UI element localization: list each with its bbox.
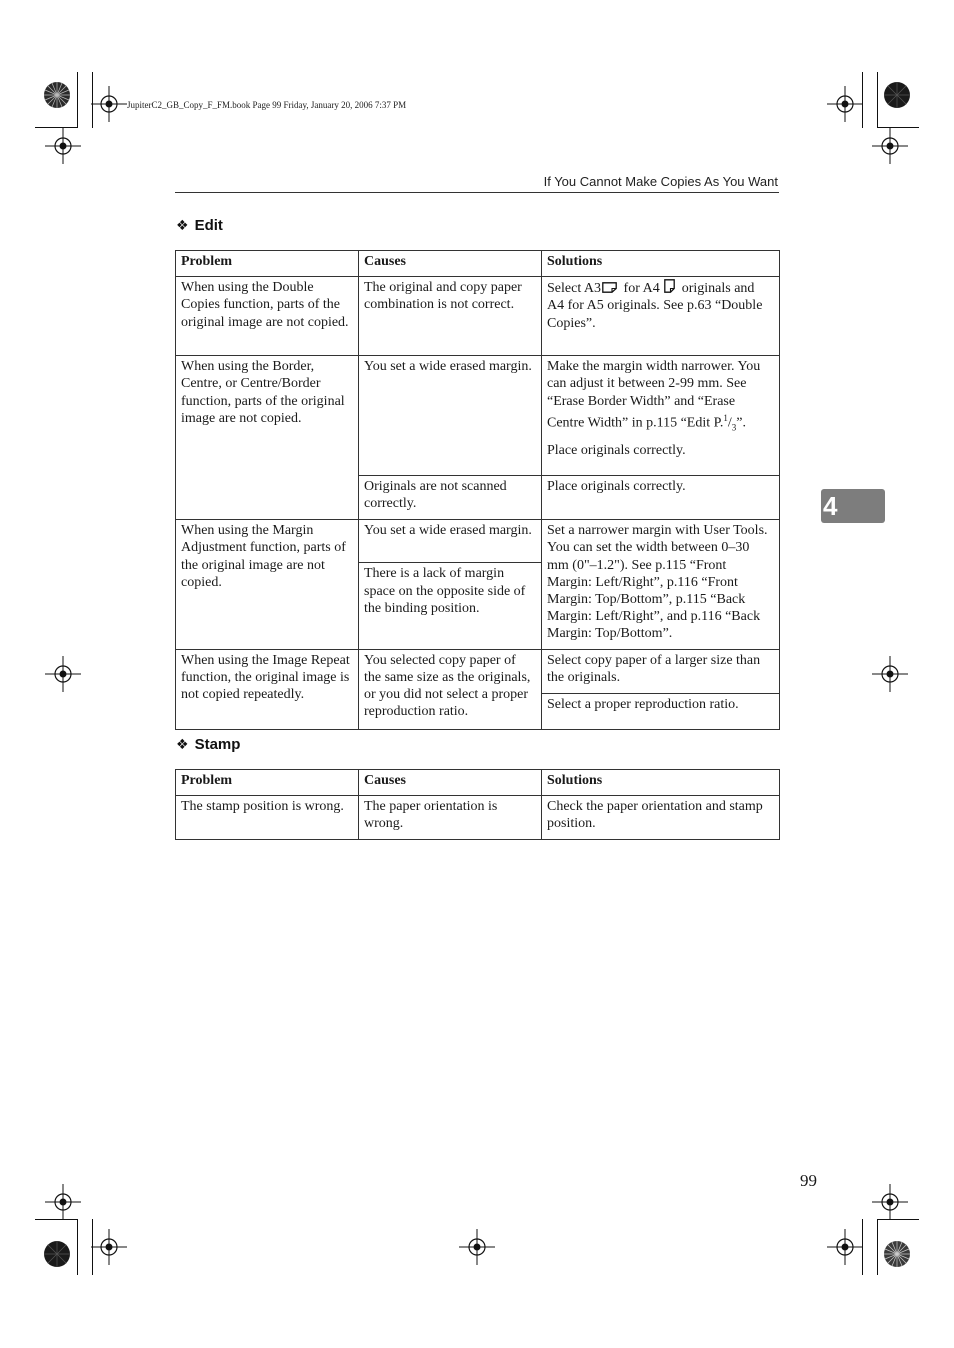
section-title-stamp [176, 736, 240, 753]
registration-mark-icon [91, 1229, 127, 1265]
solution-text: Select A3 [547, 281, 602, 297]
cause-cell: You selected copy paper of the same size as the originals, or you did not select a proper reproduction ratio. [359, 649, 542, 729]
crop-mark [77, 72, 78, 128]
problem-cell: When using the Double Copies function, parts of the original image are not copied. [176, 277, 359, 356]
registration-mark-icon [872, 128, 908, 164]
landscape-paper-icon [602, 282, 617, 293]
problem-cell: When using the Border, Centre, or Centre/Border function, parts of the original image are not copied. [176, 356, 359, 520]
problem-cell: The stamp position is wrong. [176, 796, 359, 840]
cause-cell: There is a lack of margin space on the opposite side of the binding position. [359, 563, 542, 649]
print-slug: JupiterC2_GB_Copy_F_FM.book Page 99 Friday, January 20, 2006 7:37 PM [127, 100, 407, 110]
header-rule [175, 192, 779, 193]
stamp-table [175, 769, 780, 840]
table-header-row [176, 251, 780, 277]
fraction-numerator: 1 [723, 412, 728, 423]
registration-mark-icon [45, 656, 81, 692]
diamond-bullet-icon: ❖ [176, 736, 189, 752]
registration-mark-icon [872, 1184, 908, 1220]
header-problem: Problem [176, 770, 359, 796]
solution-text-main: Make the margin width narrower. You can adjust it between 2-99 mm. See “Erase Border Width” and “Erase Centre Width” in p.115 “Edit P. [547, 359, 761, 431]
edit-table [175, 250, 780, 730]
crop-mark [77, 1219, 78, 1275]
solution-cell: Select a proper reproduction ratio. [542, 693, 780, 729]
section-title-text: Edit [194, 217, 223, 234]
header-solutions: Solutions [542, 251, 780, 277]
solution-cell: Place originals correctly. [542, 476, 780, 520]
header-causes: Causes [359, 770, 542, 796]
table-row [176, 796, 780, 840]
table-row [176, 277, 780, 356]
fraction-denominator: 3 [731, 422, 737, 433]
registration-mark-icon [827, 1229, 863, 1265]
solution-cell [542, 356, 780, 476]
solution-cell: Set a narrower margin with User Tools. You can set the width between 0–30 mm (0"–1.2"). See p.115 “Front Margin: Left/Right”, p.116 “Front Margin: Top/Bottom”, p.115 “Back Margin: Left/Right”, and p.116 “Back Margin: Top/Bottom”. [542, 520, 780, 649]
registration-mark-icon [827, 86, 863, 122]
solution-text-extra: Place originals correctly. [547, 443, 686, 459]
chapter-tab: 4 [821, 489, 885, 523]
crop-mark [877, 72, 878, 128]
registration-mark-icon [459, 1229, 495, 1265]
table-row [176, 356, 780, 476]
solution-text-end: ”. [736, 415, 746, 431]
solution-text: for A4 [620, 281, 664, 297]
cause-cell: You set a wide erased margin. [359, 356, 542, 476]
cause-cell: You set a wide erased margin. [359, 520, 542, 563]
registration-mark-icon [45, 1184, 81, 1220]
registration-mark-icon [872, 656, 908, 692]
problem-cell: When using the Image Repeat function, the original image is not copied repeatedly. [176, 649, 359, 729]
color-rosette-icon [43, 1240, 71, 1268]
running-head: If You Cannot Make Copies As You Want [543, 174, 778, 189]
color-rosette-icon [883, 81, 911, 109]
problem-cell: When using the Margin Adjustment function, parts of the original image are not copied. [176, 520, 359, 649]
color-rosette-icon [43, 81, 71, 109]
registration-mark-icon [91, 86, 127, 122]
header-solutions: Solutions [542, 770, 780, 796]
table-header-row [176, 770, 780, 796]
crop-mark [877, 1219, 878, 1275]
cause-cell: Originals are not scanned correctly. [359, 476, 542, 520]
section-title-text: Stamp [194, 736, 241, 753]
page-number: 99 [800, 1171, 817, 1190]
registration-mark-icon [45, 128, 81, 164]
header-problem: Problem [176, 251, 359, 277]
header-causes: Causes [359, 251, 542, 277]
solution-text: originals and A4 for A5 originals. See p.63 “Double Copies”. [547, 281, 763, 331]
fraction-slash: / [727, 415, 732, 431]
solution-cell: Select copy paper of a larger size than the originals. [542, 649, 780, 693]
table-row [176, 520, 780, 563]
diamond-bullet-icon: ❖ [176, 217, 189, 233]
section-title-edit [176, 217, 223, 234]
table-row [176, 649, 780, 693]
color-rosette-icon [883, 1240, 911, 1268]
cause-cell: The original and copy paper combination is not correct. [359, 277, 542, 356]
solution-cell [542, 277, 780, 356]
solution-text [547, 358, 774, 436]
cause-cell: The paper orientation is wrong. [359, 796, 542, 840]
portrait-paper-icon [664, 279, 675, 293]
solution-cell: Check the paper orientation and stamp position. [542, 796, 780, 840]
